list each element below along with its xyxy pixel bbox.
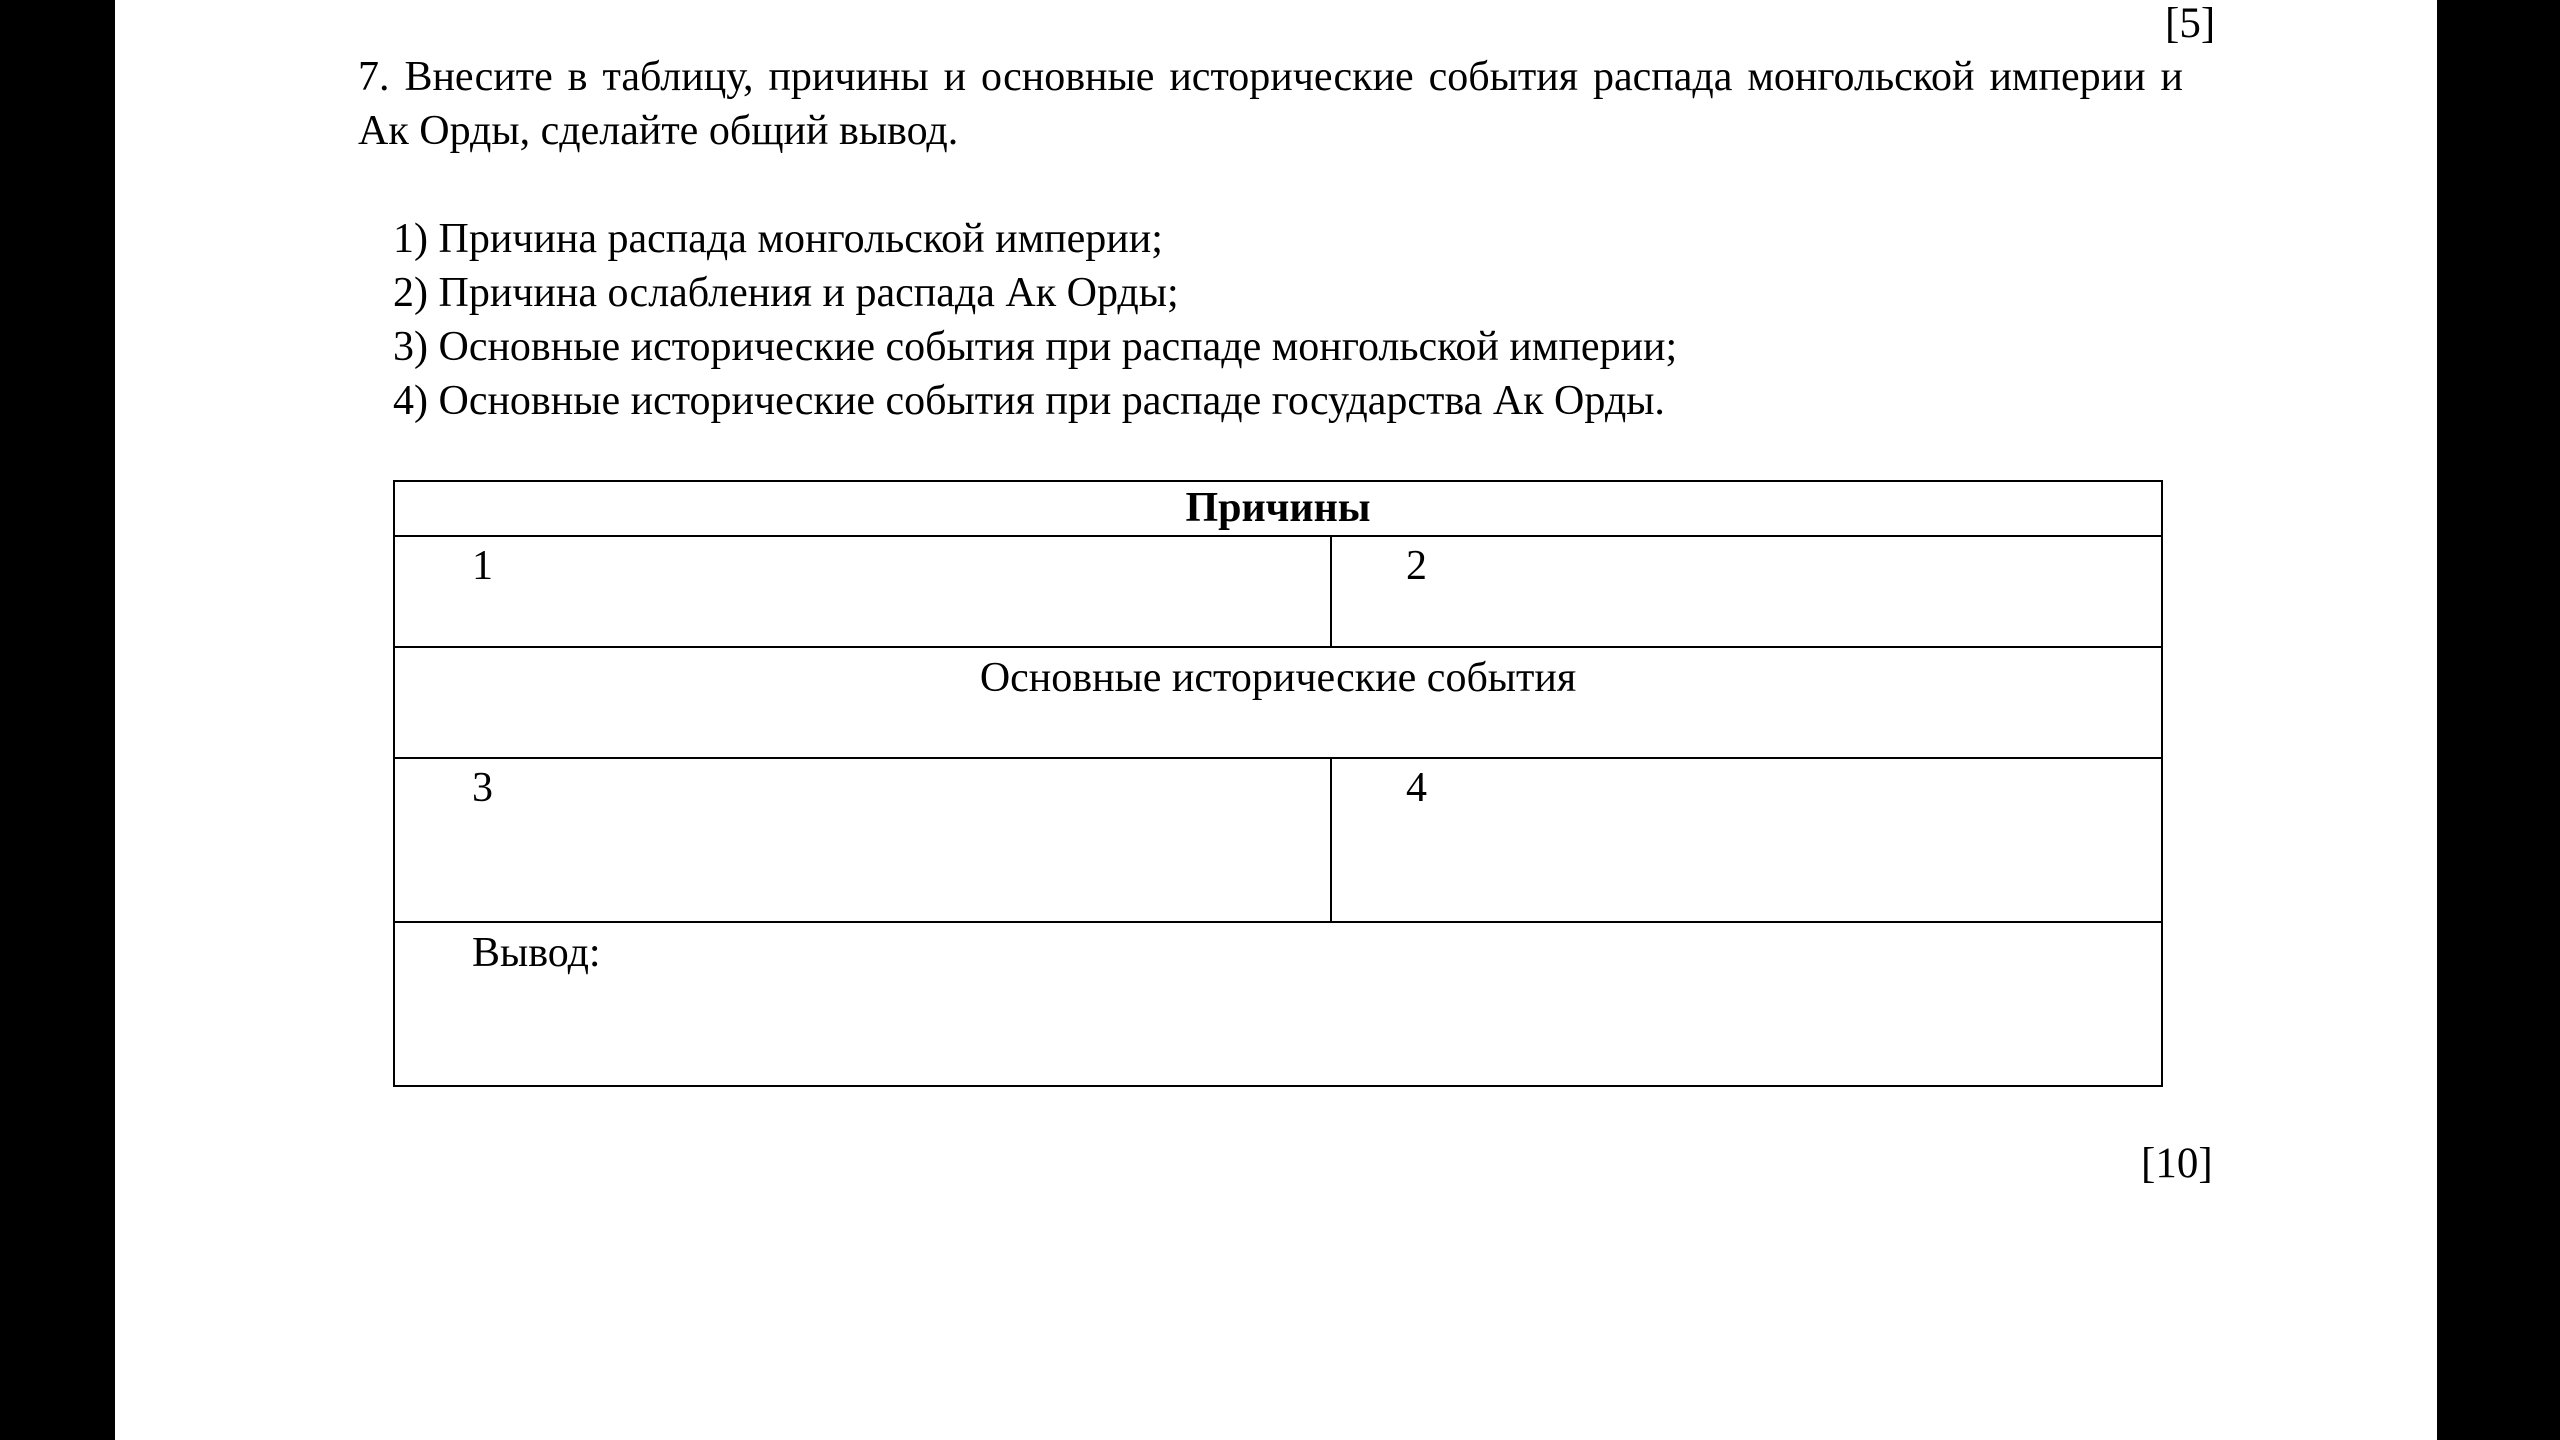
task-list [393, 212, 1677, 428]
answer-cell-3[interactable]: 3 [394, 758, 1331, 922]
conclusion-cell[interactable]: Вывод: [394, 922, 2162, 1086]
task-item-2: 2) Причина ослабления и распада Ак Орды; [393, 270, 1179, 316]
worksheet-page [115, 0, 2437, 1440]
answer-cell-2[interactable]: 2 [1331, 536, 2162, 647]
answer-cell-4[interactable]: 4 [1331, 758, 2162, 922]
score-bottom: [10] [2141, 1140, 2213, 1187]
question-text: 7. Внесите в таблицу, причины и основные исторические события распада монгольской империи и Ак Орды, сделайте общий вывод. [358, 54, 2183, 154]
causes-header: Причины [394, 481, 2162, 536]
task-item-3: 3) Основные исторические события при распаде монгольской империи; [393, 324, 1678, 370]
events-header: Основные исторические события [394, 647, 2162, 758]
score-top: [5] [2165, 0, 2216, 47]
task-item-4: 4) Основные исторические события при распаде государства Ак Орды. [393, 378, 1665, 424]
task-item-1: 1) Причина распада монгольской империи; [393, 216, 1163, 262]
answer-cell-1[interactable]: 1 [394, 536, 1331, 647]
answer-table [393, 480, 2163, 1087]
